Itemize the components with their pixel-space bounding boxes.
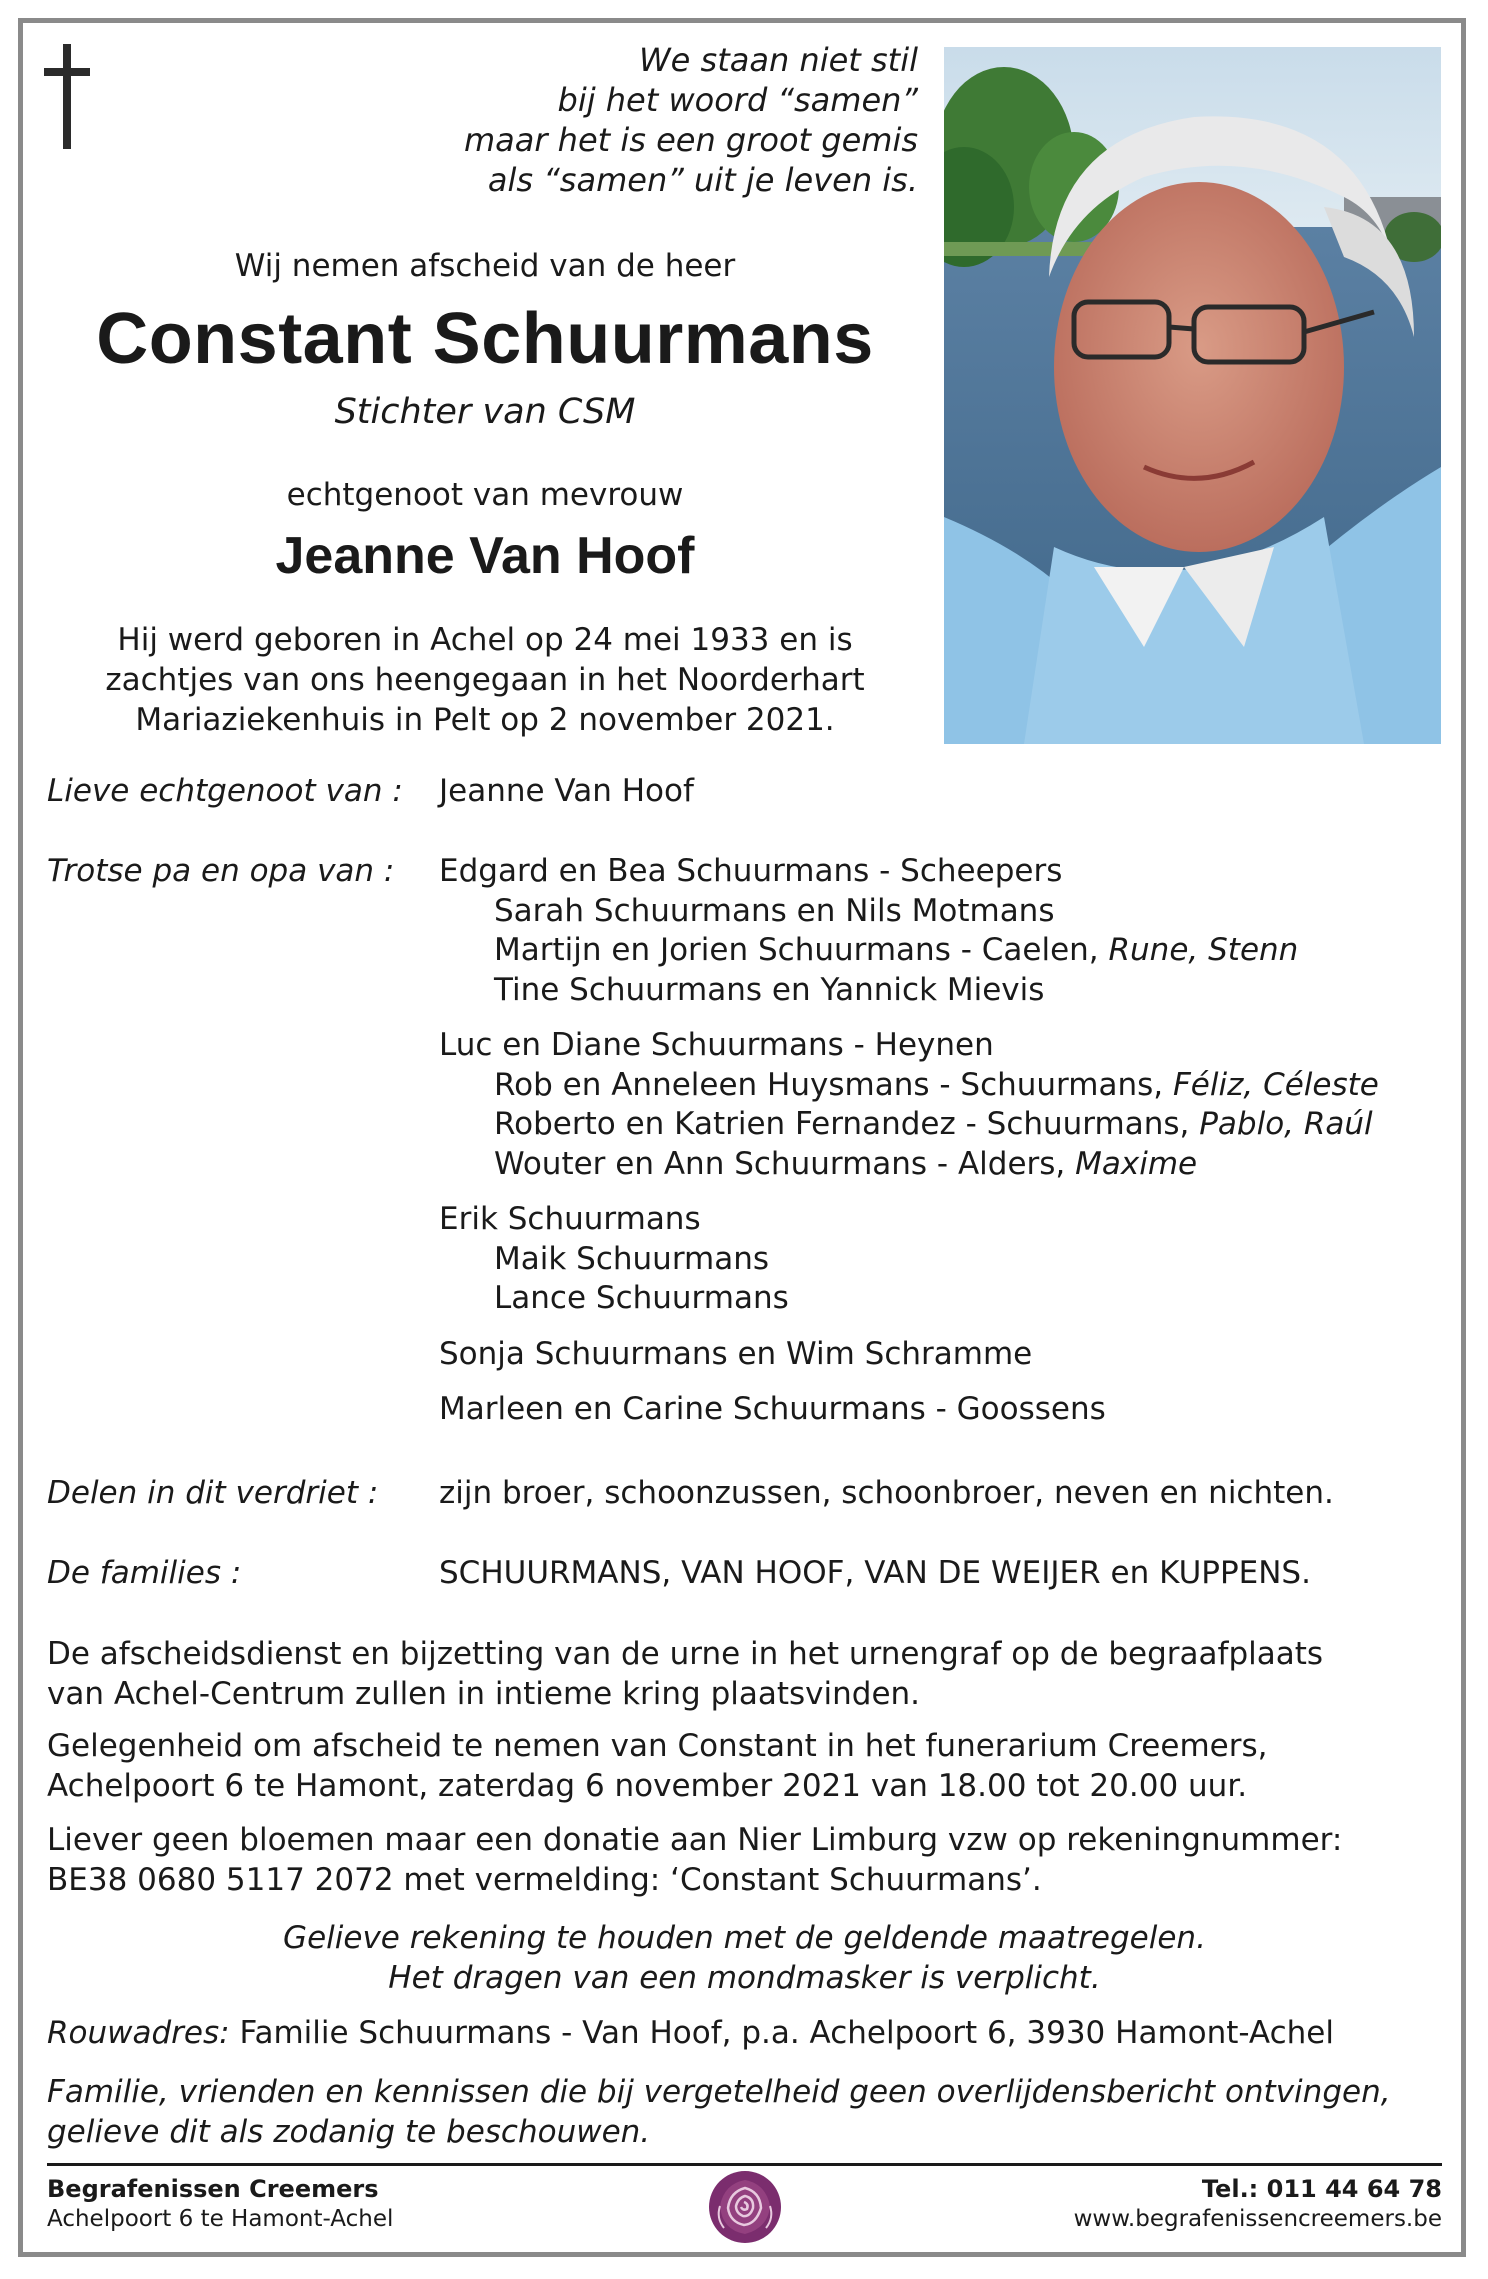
farewell-intro: Wij nemen afscheid van de heer — [234, 248, 736, 284]
family-child: Roberto en Katrien Fernandez - Schuurmans, Pablo, Raúl — [494, 1106, 1373, 1142]
family-child: Tine Schuurmans en Yannick Mievis — [494, 971, 1045, 1008]
family-group — [439, 1026, 1379, 1184]
funeral-home-phone: Tel.: 011 44 64 78 — [1201, 2175, 1442, 2203]
spouse-row-value: Jeanne Van Hoof — [439, 773, 694, 809]
spouse-name: Jeanne Van Hoof — [275, 527, 695, 585]
footer-divider — [47, 2163, 1442, 2166]
family-child: Wouter en Ann Schuurmans - Alders, Maxime — [494, 1145, 1198, 1182]
donation-paragraph: Liever geen bloemen maar een donatie aan Nier Limburg vzw op rekeningnummer: BE38 0680 5117 2072 met vermelding: ‘Constant Schuurmans’. — [47, 1822, 1343, 1898]
poem-line: We staan niet stil — [639, 41, 918, 79]
family-child: Martijn en Jorien Schuurmans - Caelen, Rune, Stenn — [494, 932, 1299, 968]
family-parent: Sonja Schuurmans en Wim Schramme — [439, 1335, 1033, 1372]
portrait-photo — [944, 47, 1441, 744]
mourning-address — [47, 2013, 1442, 2053]
birth-line: Hij werd geboren in Achel op 24 mei 1933 en is — [117, 622, 853, 658]
family-group — [439, 1390, 1379, 1430]
families-value: SCHUURMANS, VAN HOOF, VAN DE WEIJER en KUPPENS. — [439, 1555, 1311, 1591]
poem-line: als “samen” uit je leven is. — [487, 161, 918, 199]
poem — [398, 40, 918, 200]
deceased-subtitle: Stichter van CSM — [334, 392, 636, 432]
family-parent: Luc en Diane Schuurmans - Heynen — [439, 1027, 994, 1063]
address-value: Familie Schuurmans - Van Hoof, p.a. Achelpoort 6, 3930 Hamont-Achel — [229, 2015, 1334, 2051]
sorrow-value: zijn broer, schoonzussen, schoonbroer, neven en nichten. — [439, 1475, 1334, 1511]
birth-info — [40, 620, 930, 740]
funeral-home-name: Begrafenissen Creemers — [47, 2175, 379, 2203]
cross-icon — [44, 44, 90, 149]
family-child: Rob en Anneleen Huysmans - Schuurmans, Féliz, Céleste — [494, 1066, 1379, 1103]
family-group — [439, 852, 1379, 1010]
visitation-paragraph: Gelegenheid om afscheid te nemen van Constant in het funerarium Creemers, Achelpoort 6 te Hamont, zaterdag 6 november 2021 van 18.00 tot 20.00 uur. — [47, 1728, 1268, 1804]
rose-icon — [706, 2168, 784, 2246]
family-parent: Edgard en Bea Schuurmans - Scheepers — [439, 853, 1063, 889]
funeral-home-website[interactable]: www.begrafenissencreemers.be — [1073, 2206, 1442, 2232]
family-parent: Erik Schuurmans — [439, 1201, 701, 1237]
service-paragraph: De afscheidsdienst en bijzetting van de urne in het urnengraf op de begraafplaats van Achel-Centrum zullen in intieme kring plaatsvinden. — [47, 1636, 1324, 1712]
spouse-row-label: Lieve echtgenoot van : — [47, 773, 403, 809]
address-label: Rouwadres: — [47, 2015, 230, 2051]
sorrow-label: Delen in dit verdriet : — [47, 1475, 379, 1511]
family-group — [439, 1335, 1379, 1375]
families-label: De families : — [47, 1555, 242, 1591]
funeral-home-address: Achelpoort 6 te Hamont-Achel — [47, 2206, 394, 2232]
family-list — [439, 852, 1379, 1446]
birth-line: Mariaziekenhuis in Pelt op 2 november 2021. — [135, 702, 835, 738]
family-group — [439, 1200, 1379, 1319]
closing-note: Familie, vrienden en kennissen die bij vergetelheid geen overlijdensbericht ontvingen, gelieve dit als zodanig te beschouwen. — [47, 2074, 1391, 2150]
family-parent: Marleen en Carine Schuurmans - Goossens — [439, 1391, 1106, 1427]
poem-line: bij het woord “samen” — [557, 81, 918, 119]
poem-line: maar het is een groot gemis — [463, 121, 918, 159]
deceased-name: Constant Schuurmans — [96, 299, 874, 379]
family-child: Sarah Schuurmans en Nils Motmans — [494, 892, 1055, 929]
family-child: Maik Schuurmans — [494, 1240, 770, 1277]
spouse-intro: echtgenoot van mevrouw — [286, 477, 684, 513]
covid-notice: Gelieve rekening te houden met de geldende maatregelen. Het dragen van een mondmasker is verplicht. — [283, 1920, 1206, 1996]
family-child: Lance Schuurmans — [494, 1280, 789, 1316]
family-label: Trotse pa en opa van : — [47, 853, 395, 889]
birth-line: zachtjes van ons heengegaan in het Noorderhart — [105, 662, 865, 698]
